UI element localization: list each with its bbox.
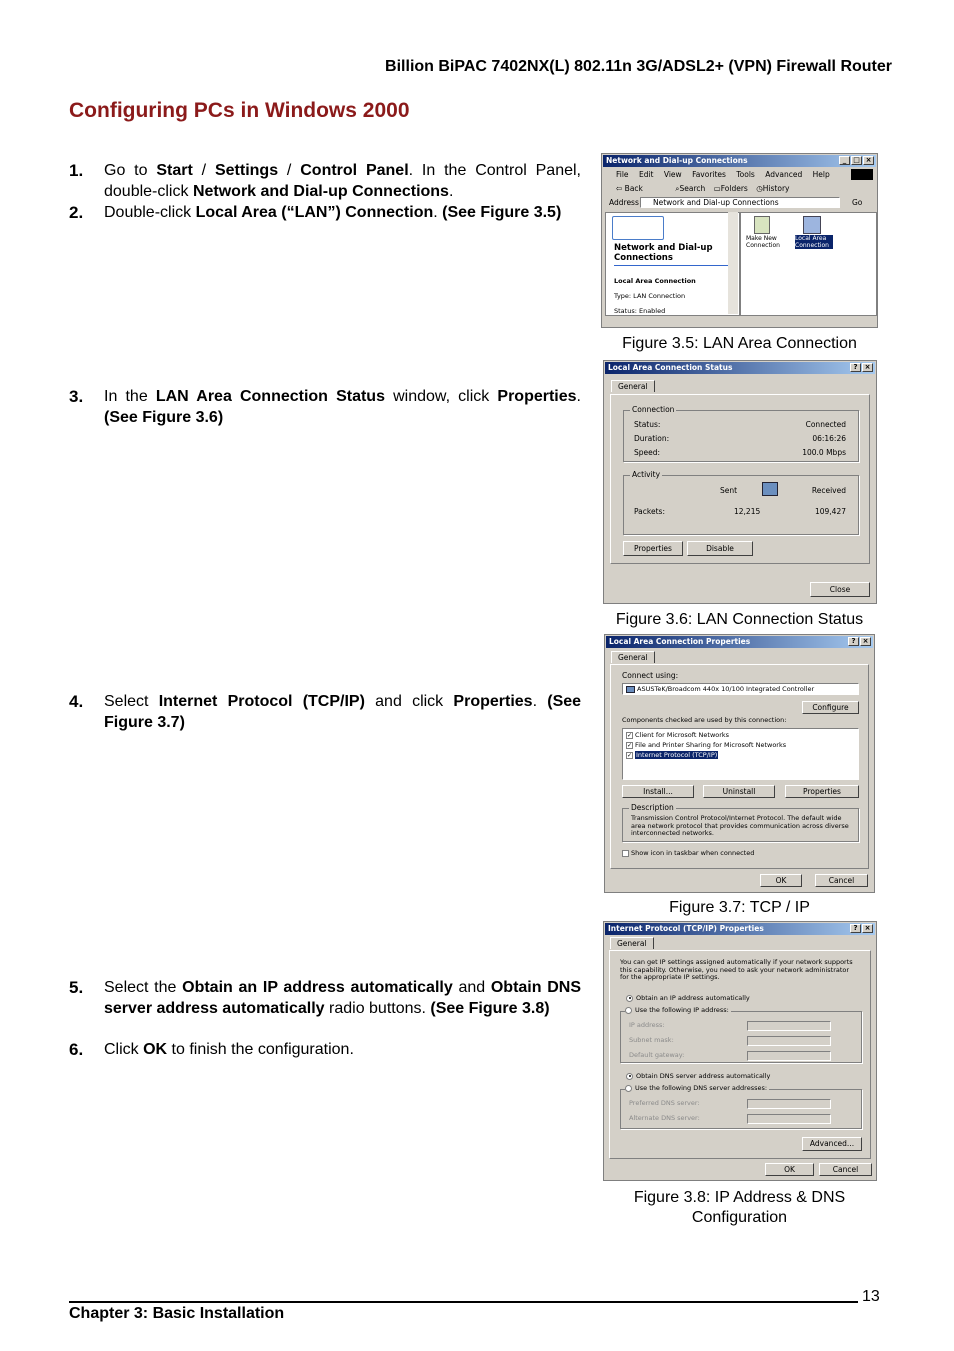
figure-3-6-screenshot xyxy=(603,360,877,604)
speed-value: 100.0 Mbps xyxy=(802,448,846,457)
radio-unselected-icon xyxy=(625,1007,632,1014)
step-text-bold: Obtain an IP address automatically xyxy=(182,979,453,996)
toolbar-search: Search xyxy=(679,184,706,193)
step-text-run: / xyxy=(278,162,301,179)
menu-advanced: Advanced xyxy=(765,170,803,179)
description-group xyxy=(622,803,859,842)
step-text xyxy=(104,978,581,1019)
local-area-connection-icon xyxy=(803,216,821,234)
step-5 xyxy=(69,978,581,1019)
step-text xyxy=(104,203,581,224)
packets-sent: 12,215 xyxy=(734,507,761,516)
default-gateway-field[interactable] xyxy=(747,1051,831,1061)
step-text-bold: LAN Area Connection Status xyxy=(155,388,385,405)
ok-button[interactable]: OK xyxy=(765,1163,814,1176)
help-icon: ? xyxy=(850,363,861,372)
show-icon-option[interactable] xyxy=(622,849,754,857)
step-text xyxy=(104,161,581,202)
advanced-button[interactable]: Advanced... xyxy=(802,1137,862,1151)
dns-server-group xyxy=(620,1084,862,1129)
close-icon: × xyxy=(862,363,873,372)
network-activity-icon xyxy=(762,482,778,496)
address-label: Address xyxy=(609,198,639,207)
step-text xyxy=(104,692,581,733)
step-text-bold: (See Figure 3.6) xyxy=(104,408,224,426)
step-text-run: and click xyxy=(364,693,454,710)
menu-edit: Edit xyxy=(638,170,654,179)
chapter-title: Chapter 3: Basic Installation xyxy=(69,1305,285,1322)
tab-panel xyxy=(610,664,869,869)
figure-3-6-caption: Figure 3.6: LAN Connection Status xyxy=(615,611,864,628)
step-number: 5. xyxy=(69,978,84,997)
ip-address-group xyxy=(620,1006,862,1063)
connection-group xyxy=(623,405,859,462)
close-icon: × xyxy=(860,637,871,646)
scrollbar xyxy=(728,212,738,314)
intro-text: You can get IP settings assigned automatically if your network supports this capability. Otherwise, you need to ask your network administrator for the appropriate IP settings. xyxy=(620,958,853,981)
page-number: 13 xyxy=(862,1288,880,1305)
web-view-heading: Network and Dial-up Connections xyxy=(614,243,713,263)
uninstall-button[interactable]: Uninstall xyxy=(703,785,775,798)
use-ip-option[interactable] xyxy=(625,1006,731,1014)
obtain-dns-label: Obtain DNS server address automatically xyxy=(636,1072,771,1080)
help-icon: ? xyxy=(850,924,861,933)
subnet-mask-field[interactable] xyxy=(747,1036,831,1046)
step-text-run: . xyxy=(532,693,548,710)
ip-address-field[interactable] xyxy=(747,1021,831,1031)
window-title: Network and Dial-up Connections xyxy=(606,156,748,165)
step-text-run: . xyxy=(433,204,443,221)
components-label: Components checked are used by this connection: xyxy=(622,716,787,724)
network-adapter-icon xyxy=(626,686,635,693)
back-icon: ⇦ xyxy=(616,184,625,193)
address-field xyxy=(640,197,840,208)
step-text-bold: Internet Protocol (TCP/IP) xyxy=(158,693,365,710)
component-label: Client for Microsoft Networks xyxy=(635,731,730,739)
window-title: Local Area Connection Status xyxy=(608,363,733,372)
figure-3-5-caption: Figure 3.5: LAN Area Connection xyxy=(622,335,857,352)
component-label: File and Printer Sharing for Microsoft Networks xyxy=(635,741,787,749)
address-value: Network and Dial-up Connections xyxy=(653,198,779,207)
close-icon: × xyxy=(862,924,873,933)
step-text-run: / xyxy=(192,162,215,179)
menu-file: File xyxy=(616,170,629,179)
web-view-pane xyxy=(605,212,740,316)
cancel-button[interactable]: Cancel xyxy=(819,1163,872,1176)
adapter-name: ASUSTeK/Broadcom 440x 10/100 Integrated Controller xyxy=(637,685,815,693)
group-label: Activity xyxy=(632,470,661,479)
document-header: Billion BiPAC 7402NX(L) 802.11n 3G/ADSL2+ (VPN) Firewall Router xyxy=(385,58,892,75)
icon-view-pane xyxy=(740,212,877,316)
sent-label: Sent xyxy=(720,486,738,495)
checkbox-checked-icon: ✓ xyxy=(627,751,633,759)
step-4 xyxy=(69,692,581,733)
checkbox-checked-icon: ✓ xyxy=(627,741,633,749)
show-icon-label: Show icon in taskbar when connected xyxy=(631,849,755,857)
toolbar xyxy=(616,184,789,194)
step-text-run: . xyxy=(576,388,581,405)
radio-unselected-icon xyxy=(625,1085,632,1092)
ip-address-label: IP address: xyxy=(629,1021,665,1029)
obtain-ip-option[interactable] xyxy=(626,994,750,1002)
caption-line-1: Figure 3.8: IP Address & DNS xyxy=(633,1189,846,1206)
obtain-dns-option[interactable] xyxy=(626,1072,770,1080)
step-text-run: Go to xyxy=(104,162,157,179)
adapter-field xyxy=(622,683,859,695)
tab-general: General xyxy=(611,651,655,663)
menu-tools: Tools xyxy=(736,170,755,179)
maximize-icon: □ xyxy=(851,156,862,165)
step-1 xyxy=(69,161,581,202)
figure-3-5-screenshot xyxy=(601,153,878,328)
status-label: Status: xyxy=(634,420,661,429)
step-text-run: Select xyxy=(104,693,159,710)
history-icon: ◷ xyxy=(756,184,763,193)
cancel-button[interactable]: Cancel xyxy=(815,874,868,887)
description-text: Transmission Control Protocol/Internet Protocol. The default wide area network protocol that provides communication across diverse interconnected networks. xyxy=(631,814,849,837)
subnet-mask-label: Subnet mask: xyxy=(629,1036,674,1044)
window-title-bar xyxy=(606,636,873,648)
obtain-ip-label: Obtain an IP address automatically xyxy=(636,994,750,1002)
use-dns-option[interactable] xyxy=(625,1084,769,1092)
window-title-bar xyxy=(605,923,875,935)
step-text-bold: Network and Dial-up Connections xyxy=(192,182,449,200)
step-text-bold: Obtain DNS server address automatically xyxy=(104,979,581,1017)
make-new-connection-label: Make New Connection xyxy=(746,235,780,249)
properties-button[interactable]: Properties xyxy=(623,541,683,556)
step-text-run: Click xyxy=(104,1041,144,1058)
step-text-run: and xyxy=(452,979,491,996)
step-text-run: window, click xyxy=(384,388,498,405)
toolbar-history: History xyxy=(762,184,790,193)
step-3 xyxy=(69,387,581,428)
list-item[interactable] xyxy=(626,751,718,759)
figure-3-8-screenshot xyxy=(603,921,877,1181)
caption-line-2: Configuration xyxy=(691,1209,788,1226)
alternate-dns-field[interactable] xyxy=(747,1114,831,1124)
toolbar-folders: Folders xyxy=(720,184,748,193)
step-text-run: radio buttons. xyxy=(324,999,431,1017)
ok-button[interactable]: OK xyxy=(760,874,802,887)
minimize-icon: _ xyxy=(839,156,850,165)
figure-3-8-caption xyxy=(601,1188,878,1228)
close-button[interactable]: Close xyxy=(810,582,870,597)
make-new-connection-icon xyxy=(754,216,770,234)
configure-button[interactable]: Configure xyxy=(802,701,859,714)
disable-button[interactable]: Disable xyxy=(687,541,753,556)
step-text-run: . In the Control Panel, double-click xyxy=(104,162,581,200)
step-text-run: Select the xyxy=(104,979,183,996)
window-title: Local Area Connection Properties xyxy=(609,637,751,646)
components-list[interactable] xyxy=(622,728,859,780)
menu-help: Help xyxy=(812,170,830,179)
help-icon: ? xyxy=(848,637,859,646)
speed-label: Speed: xyxy=(634,448,661,457)
packets-received: 109,427 xyxy=(814,507,846,516)
status-value: Connected xyxy=(805,420,846,429)
details-title: Local Area Connection xyxy=(614,277,696,285)
step-text-bold: Start xyxy=(156,162,193,179)
preferred-dns-field[interactable] xyxy=(747,1099,831,1109)
tab-general: General xyxy=(611,380,655,392)
alternate-dns-label: Alternate DNS server: xyxy=(629,1114,700,1122)
step-text-bold: OK xyxy=(143,1041,168,1058)
use-ip-label: Use the following IP address: xyxy=(635,1006,729,1014)
group-label: Connection xyxy=(632,405,675,414)
radio-selected-icon xyxy=(626,1073,633,1080)
step-text-run: to finish the configuration. xyxy=(167,1041,354,1058)
duration-label: Duration: xyxy=(634,434,670,443)
menu-view: View xyxy=(663,170,682,179)
folders-icon: ▭ xyxy=(713,184,721,193)
radio-selected-icon xyxy=(626,995,633,1002)
step-text-bold: (See Figure 3.8) xyxy=(430,999,550,1017)
component-label-selected: Internet Protocol (TCP/IP) xyxy=(636,751,718,759)
step-text-bold: Control Panel xyxy=(300,162,409,179)
window-title: Internet Protocol (TCP/IP) Properties xyxy=(608,924,764,933)
menu-bar xyxy=(616,170,830,179)
window-title-bar xyxy=(605,362,875,374)
step-text-bold: (See Figure 3.7) xyxy=(104,693,582,731)
list-item[interactable] xyxy=(626,731,729,739)
step-text-bold: (See Figure 3.5) xyxy=(442,204,562,221)
step-text-bold: Properties xyxy=(497,388,577,405)
toolbar-back: Back xyxy=(624,184,643,193)
step-text-bold: Properties xyxy=(453,693,533,710)
footer-rule xyxy=(69,1301,858,1303)
list-item[interactable] xyxy=(626,741,786,749)
connect-using-label: Connect using: xyxy=(622,671,679,680)
section-title: Configuring PCs in Windows 2000 xyxy=(69,99,410,122)
activity-group xyxy=(623,470,859,535)
menu-favorites: Favorites xyxy=(692,170,726,179)
checkbox-checked-icon: ✓ xyxy=(627,731,633,739)
step-6 xyxy=(69,1040,581,1061)
figure-3-7-caption: Figure 3.7: TCP / IP xyxy=(669,899,810,916)
step-number: 3. xyxy=(69,387,84,406)
install-button[interactable]: Install... xyxy=(622,785,694,798)
step-text-run: . xyxy=(448,182,454,200)
go-label: Go xyxy=(852,198,863,207)
group-label: Description xyxy=(631,803,674,812)
details-status: Status: Enabled xyxy=(614,307,666,315)
heading-rule xyxy=(614,265,729,266)
default-gateway-label: Default gateway: xyxy=(629,1051,685,1059)
step-text-bold: Local Area (“LAN”) Connection xyxy=(195,204,434,221)
tab-panel xyxy=(609,950,871,1159)
step-2 xyxy=(69,203,581,224)
checkbox-unchecked-icon xyxy=(622,850,629,857)
properties-button[interactable]: Properties xyxy=(785,785,859,798)
window-title-bar xyxy=(603,155,876,167)
use-dns-label: Use the following DNS server addresses: xyxy=(635,1084,768,1092)
received-label: Received xyxy=(811,486,846,495)
network-folder-icon xyxy=(612,216,664,240)
duration-value: 06:16:26 xyxy=(812,434,846,443)
step-number: 4. xyxy=(69,692,84,711)
close-icon: × xyxy=(863,156,874,165)
details-type: Type: LAN Connection xyxy=(614,292,686,300)
step-text xyxy=(104,387,581,428)
step-number: 1. xyxy=(69,161,84,180)
local-area-connection-label: Local Area Connection xyxy=(795,235,833,249)
step-number: 2. xyxy=(69,203,84,222)
tab-panel xyxy=(610,394,870,564)
step-number: 6. xyxy=(69,1040,84,1059)
figure-3-7-screenshot xyxy=(604,634,875,893)
step-text xyxy=(104,1040,581,1061)
preferred-dns-label: Preferred DNS server: xyxy=(629,1099,700,1107)
search-icon: ⌕ xyxy=(675,184,680,193)
step-text-bold: Settings xyxy=(214,162,279,179)
windows-logo-icon xyxy=(851,169,873,180)
step-text-run: In the xyxy=(104,388,156,405)
packets-label: Packets: xyxy=(634,507,665,516)
tab-general: General xyxy=(610,937,654,949)
step-text-run: Double-click xyxy=(104,204,196,221)
